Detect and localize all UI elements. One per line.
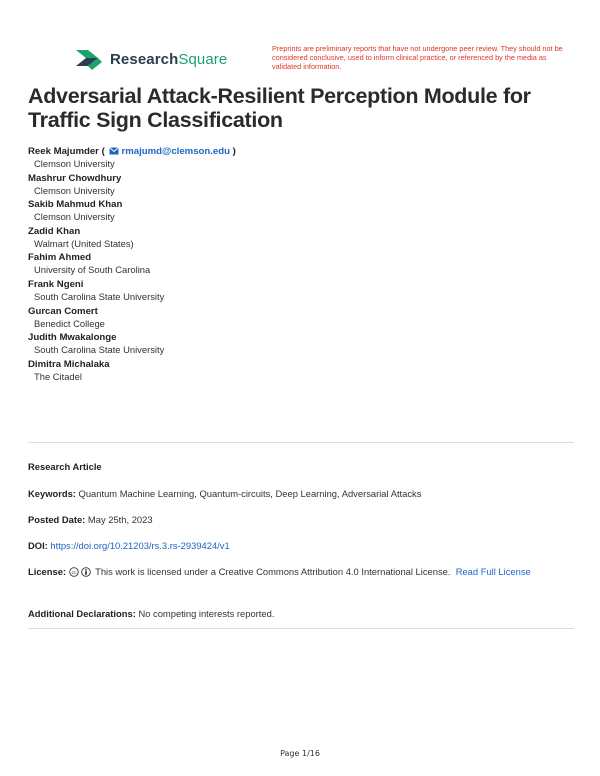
license-text: This work is licensed under a Creative Commons Attribution 4.0 International License. — [95, 566, 451, 577]
author-item — [28, 332, 576, 357]
divider — [28, 628, 574, 629]
author-affiliation: Clemson University — [34, 211, 115, 223]
doi-row — [28, 539, 574, 552]
author-item: Reek Majumder ( rmajumd@clemson.edu ) Clemson University — [28, 146, 576, 171]
mail-icon — [109, 147, 119, 155]
author-item — [28, 279, 576, 304]
keywords-value: Quantum Machine Learning, Quantum-circuits, Deep Learning, Adversarial Attacks — [78, 488, 422, 499]
author-item — [28, 252, 576, 277]
author-item — [28, 359, 576, 384]
author-affiliation: The Citadel — [34, 370, 82, 382]
keywords-row — [28, 487, 574, 500]
declarations-row — [28, 607, 574, 620]
posted-date-value: May 25th, 2023 — [87, 514, 153, 525]
research-square-logo-icon — [74, 46, 104, 72]
author-name: Reek Majumder — [28, 146, 99, 157]
posted-date-row — [28, 513, 574, 526]
article-type: Research Article — [28, 461, 102, 472]
author-item — [28, 173, 576, 198]
author-affiliation: Clemson University — [34, 158, 115, 169]
author-list — [28, 146, 576, 385]
keywords-label: Keywords: — [28, 488, 76, 499]
posted-date-label: Posted Date: — [28, 514, 86, 525]
attribution-icon — [81, 567, 91, 577]
page-number: Page 1/16 — [280, 749, 320, 758]
research-square-logo[interactable] — [74, 46, 227, 72]
logo-text: ResearchSquare — [110, 50, 228, 68]
divider — [28, 442, 574, 443]
author-affiliation: Clemson University — [34, 184, 115, 196]
author-affiliation: Benedict College — [34, 317, 105, 329]
author-affiliation: University of South Carolina — [34, 264, 151, 276]
doi-label: DOI: — [28, 540, 48, 551]
author-name: Judith Mwakalonge — [28, 332, 117, 344]
declarations-label: Additional Declarations: — [28, 608, 136, 619]
author-name: Fahim Ahmed — [28, 252, 92, 264]
paper-title: Adversarial Attack-Resilient Perception Module for Traffic Sign Classification — [28, 84, 531, 132]
author-name: Mashrur Chowdhury — [28, 172, 122, 184]
declarations-value: No competing interests reported. — [138, 608, 275, 619]
author-name: Gurcan Comert — [28, 305, 98, 317]
author-item — [28, 306, 576, 331]
svg-text:cc: cc — [71, 570, 77, 576]
author-affiliation: South Carolina State University — [34, 344, 165, 356]
author-item — [28, 226, 576, 251]
creative-commons-icon — [69, 567, 79, 577]
author-name: Dimitra Michalaka — [28, 358, 110, 370]
author-item — [28, 199, 576, 224]
license-row — [28, 565, 574, 578]
license-label: License: — [28, 566, 67, 577]
author-name: Sakib Mahmud Khan — [28, 199, 123, 211]
doi-link[interactable]: https://doi.org/10.21203/rs.3.rs-2939424/v1 — [50, 540, 230, 551]
author-name: Frank Ngeni — [28, 278, 84, 290]
author-name: Zadid Khan — [28, 225, 81, 237]
author-email-link[interactable]: rmajumd@clemson.edu — [121, 146, 230, 157]
author-affiliation: South Carolina State University — [34, 290, 165, 302]
preprint-disclaimer: Preprints are preliminary reports that have not undergone peer review. They should not be considered conclusive, used to inform clinical practice, or referenced by the media as validated information. — [272, 44, 563, 71]
read-full-license-link[interactable]: Read Full License — [455, 566, 531, 577]
header — [74, 44, 580, 84]
author-affiliation: Walmart (United States) — [34, 237, 134, 249]
